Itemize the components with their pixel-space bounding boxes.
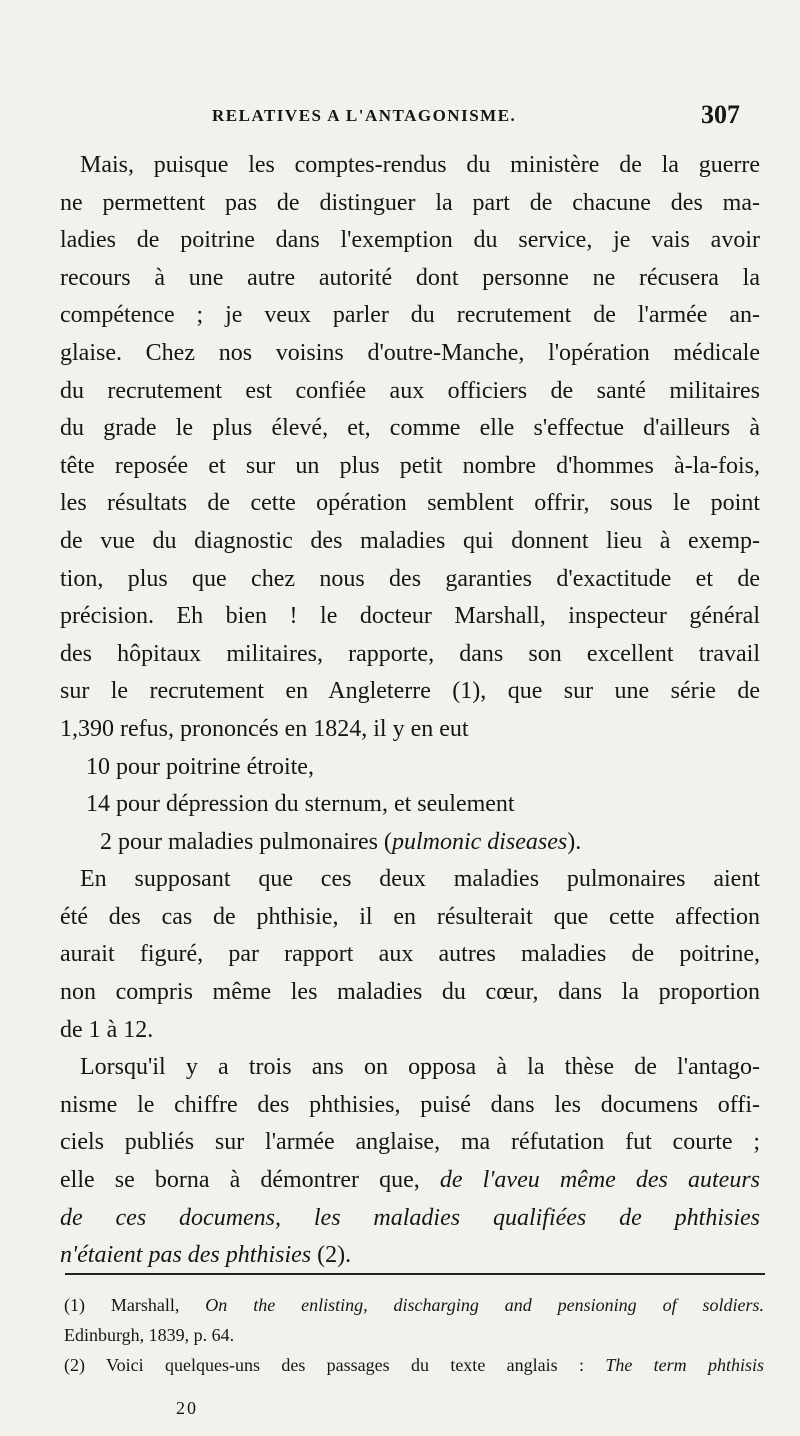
text-line: aurait figuré, par rapport aux autres maladies de poitrine, (60, 941, 760, 968)
text-line: sur le recrutement en Angleterre (1), que sur une série de (60, 678, 760, 705)
text-segment: elle se borna à démontrer que, (60, 1167, 440, 1194)
text-line: 1,390 refus, prononcés en 1824, il y en eut (60, 715, 469, 742)
footnote-separator (65, 1273, 765, 1275)
signature-mark: 20 (176, 1398, 198, 1418)
footnote-1 (64, 1290, 764, 1320)
page-number: 307 (701, 100, 740, 129)
text-line: précision. Eh bien ! le docteur Marshall, inspecteur général (60, 603, 760, 630)
text-line: de ces documens, les maladies qualifiées de phthisies (60, 1204, 760, 1231)
text-line: ladies de poitrine dans l'exemption du service, je vais avoir (60, 227, 760, 254)
text-line: En supposant que ces deux maladies pulmonaires aient (80, 866, 760, 893)
text-line: les résultats de cette opération semblent offrir, sous le point (60, 490, 760, 517)
list-item-end: ). (567, 828, 582, 855)
text-line: non compris même les maladies du cœur, dans la proportion (60, 979, 760, 1006)
list-item (60, 824, 760, 862)
footnote-2-quote: The term phthisis (605, 1355, 764, 1375)
text-line: des hôpitaux militaires, rapporte, dans son excellent travail (60, 640, 760, 667)
text-line: nisme le chiffre des phthisies, puisé dans les documens offi- (60, 1091, 760, 1118)
main-text (60, 147, 760, 1275)
emphasis-text: n'étaient pas des phthisies (60, 1242, 312, 1269)
text-line: Lorsqu'il y a trois ans on opposa à la thèse de l'antago- (80, 1054, 760, 1081)
text-line: compétence ; je veux parler du recrutement de l'armée an- (60, 302, 760, 329)
text-line (60, 1237, 760, 1275)
footnote-1-lead: (1) Marshall, (64, 1295, 206, 1315)
english-term: pulmonic diseases (391, 828, 568, 855)
text-line: du recrutement est confiée aux officiers de santé militaires (60, 377, 760, 404)
text-line: ne permettent pas de distinguer la part de chacune des ma- (60, 189, 760, 216)
text-line: ciels publiés sur l'armée anglaise, ma réfutation fut courte ; (60, 1129, 760, 1156)
text-line: recours à une autre autorité dont personne ne récusera la (60, 264, 760, 291)
text-line: Mais, puisque les comptes-rendus du ministère de la guerre (80, 152, 760, 178)
text-line: de 1 à 12. (60, 1016, 154, 1043)
footnote-2 (64, 1350, 764, 1380)
footnote-ref: (2). (311, 1242, 352, 1269)
text-line: tête reposée et sur un plus petit nombre d'hommes à-la-fois, (60, 452, 760, 479)
text-line: de vue du diagnostic des maladies qui donnent lieu à exemp- (60, 527, 760, 554)
footnote-2-lead: (2) Voici quelques-uns des passages du texte anglais : (64, 1355, 606, 1375)
text-line: tion, plus que chez nous des garanties d'exactitude et de (60, 565, 760, 592)
text-line (60, 1162, 760, 1200)
list-item-text: 2 pour maladies pulmonaires ( (100, 828, 392, 855)
text-line: glaise. Chez nos voisins d'outre-Manche, l'opération médicale (60, 339, 760, 366)
footnote-1-title: On the enlisting, discharging and pensioning of soldiers. (205, 1295, 764, 1315)
list-item: 10 pour poitrine étroite, (86, 753, 314, 780)
footnotes (64, 1290, 764, 1380)
list-item: 14 pour dépression du sternum, et seulement (86, 791, 515, 818)
text-line: été des cas de phthisie, il en résulterait que cette affection (60, 903, 760, 930)
text-line: du grade le plus élevé, et, comme elle s'effectue d'ailleurs à (60, 415, 760, 442)
running-header (60, 100, 750, 134)
emphasis-text: de l'aveu même des auteurs (439, 1167, 761, 1194)
footnote-1-cont: Edinburgh, 1839, p. 64. (64, 1325, 235, 1345)
running-title: RELATIVES A L'ANTAGONISME. (212, 106, 517, 125)
